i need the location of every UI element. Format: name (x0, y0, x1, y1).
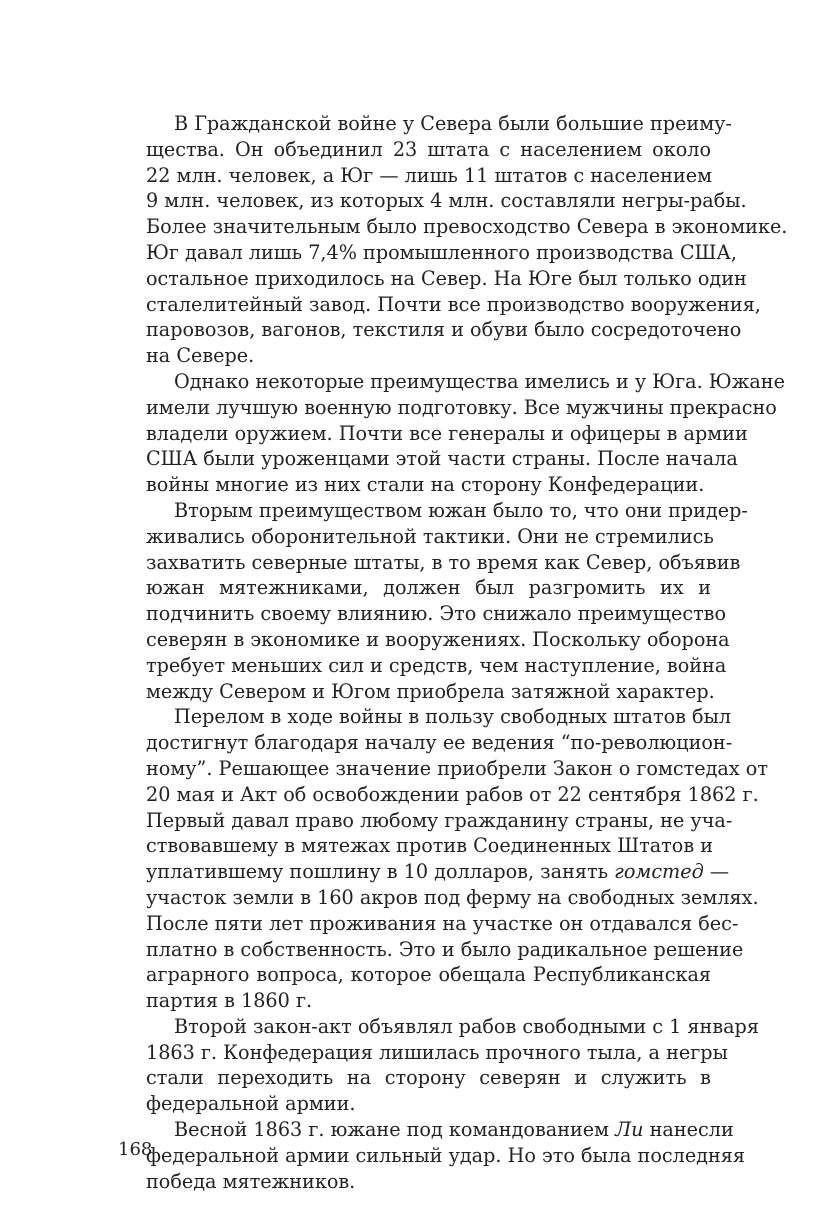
paragraph-6 (118, 1117, 745, 1194)
text-line: 20 мая и Акт об освобождении рабов от 22 сентября 1862 г. (146, 782, 759, 806)
paragraph-2 (118, 369, 785, 498)
text-line: щества. Он объединил 23 штата с населением около (146, 137, 711, 161)
text-line: требует меньших сил и средств, чем наступление, война (146, 653, 727, 677)
text-segment: — (703, 860, 730, 884)
text-line: победа мятежников. (146, 1169, 356, 1193)
text-line: захватить северные штаты, в то время как Север, объявив (146, 550, 741, 574)
text-line: партия в 1860 г. (146, 989, 313, 1013)
text-line: Вторым преимуществом южан было то, что они придер- (174, 498, 748, 522)
text-line: Первый давал право любому гражданину страны, не уча- (146, 808, 733, 832)
paragraph-5 (118, 1014, 759, 1117)
text-line: стали переходить на сторону северян и служить в (146, 1066, 711, 1090)
text-line: войны многие из них стали на сторону Конфедерации. (146, 473, 705, 497)
text-line: северян в экономике и вооружениях. Поскольку оборона (146, 627, 730, 651)
text-line: федеральной армии. (146, 1092, 356, 1116)
text-segment: уплатившему пошлину в 10 долларов, занять (146, 860, 615, 884)
text-line: южан мятежниками, должен был разгромить их и (146, 576, 711, 600)
text-line: 1863 г. Конфедерация лишилась прочного тыла, а негры (146, 1040, 728, 1064)
text-segment: нанесли (643, 1118, 734, 1142)
italic-term: гомстед (614, 860, 704, 884)
text-line: Более значительным было превосходство Севера в экономике. (146, 215, 788, 239)
text-line-with-name (118, 1117, 734, 1143)
text-line: Перелом в ходе войны в пользу свободных штатов был (174, 705, 732, 729)
text-line: 9 млн. человек, из которых 4 млн. составляли негры-рабы. (146, 189, 747, 213)
document-page (118, 111, 788, 1194)
text-line: В Гражданской войне у Севера были большие преиму- (174, 112, 732, 135)
text-line: паровозов, вагонов, текстиля и обуви было сосредоточено (146, 318, 742, 342)
text-line: федеральной армии сильный удар. Но это была последняя (146, 1143, 745, 1167)
text-line: Однако некоторые преимущества имелись и у Юга. Южане (174, 369, 785, 393)
text-line: достигнут благодаря началу ее ведения “по-революцион- (146, 731, 733, 755)
text-line: сталелитейный завод. Почти все производство вооружения, (146, 292, 761, 316)
text-line: подчинить своему влиянию. Это снижало преимущество (146, 602, 727, 626)
text-line: США были уроженцами этой части страны. После начала (146, 447, 738, 471)
text-line: ствовавшему в мятежах против Соединенных Штатов и (146, 834, 714, 858)
text-line: живались оборонительной тактики. Они не стремились (146, 524, 714, 548)
text-line-with-term (118, 859, 730, 885)
text-line: ному”. Решающее значение приобрели Закон о гомстедах от (146, 756, 768, 780)
text-line: аграрного вопроса, которое обещала Республиканская (146, 963, 711, 987)
text-line: на Севере. (146, 344, 255, 368)
text-line: участок земли в 160 акров под ферму на свободных землях. (146, 885, 759, 909)
text-line: 22 млн. человек, а Юг — лишь 11 штатов с населением (146, 163, 713, 187)
text-line: между Севером и Югом приобрела затяжной характер. (146, 679, 715, 703)
text-line: имели лучшую военную подготовку. Все мужчины прекрасно (146, 395, 777, 419)
text-line: владели оружием. Почти все генералы и офицеры в армии (146, 421, 748, 445)
italic-name: Ли (615, 1118, 644, 1142)
paragraph-4 (118, 704, 768, 1014)
text-line: Второй закон-акт объявлял рабов свободными с 1 января (174, 1014, 759, 1038)
text-line: платно в собственность. Это и было радикальное решение (146, 937, 744, 961)
page-number: 168 (118, 1139, 153, 1160)
text-line: Юг давал лишь 7,4% промышленного производства США, (146, 240, 738, 264)
text-line: остальное приходилось на Север. На Юге был только один (146, 266, 747, 290)
text-line: После пяти лет проживания на участке он отдавался бес- (146, 911, 739, 935)
paragraph-3 (118, 498, 748, 704)
text-segment: Весной 1863 г. южане под командованием (174, 1118, 616, 1142)
paragraph-1 (118, 111, 788, 369)
